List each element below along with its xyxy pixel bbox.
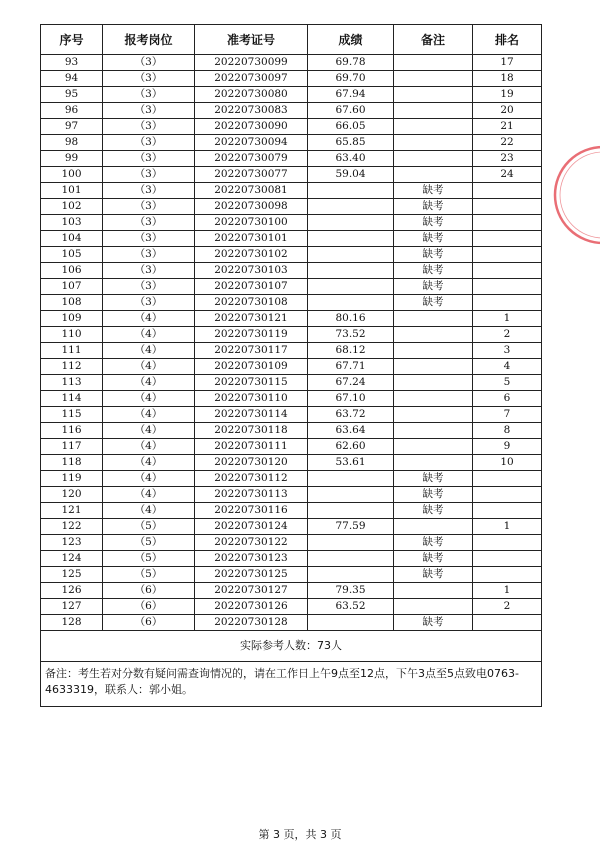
cell-post: （3） (103, 151, 195, 167)
cell-note (394, 311, 473, 327)
cell-ticket: 20220730115 (195, 375, 308, 391)
cell-rank (473, 231, 542, 247)
cell-post: （3） (103, 295, 195, 311)
cell-post: （4） (103, 439, 195, 455)
cell-ticket: 20220730113 (195, 487, 308, 503)
cell-seq: 108 (41, 295, 103, 311)
cell-ticket: 20220730123 (195, 551, 308, 567)
cell-score (308, 295, 394, 311)
cell-score (308, 487, 394, 503)
cell-post: （4） (103, 471, 195, 487)
cell-ticket: 20220730101 (195, 231, 308, 247)
cell-note (394, 391, 473, 407)
cell-note (394, 439, 473, 455)
cell-rank: 20 (473, 103, 542, 119)
cell-post: （4） (103, 487, 195, 503)
cell-post: （5） (103, 519, 195, 535)
cell-note (394, 135, 473, 151)
cell-seq: 98 (41, 135, 103, 151)
cell-seq: 118 (41, 455, 103, 471)
cell-seq: 116 (41, 423, 103, 439)
table-row (41, 263, 542, 279)
table-row (41, 231, 542, 247)
cell-ticket: 20220730111 (195, 439, 308, 455)
cell-score: 67.71 (308, 359, 394, 375)
cell-post: （3） (103, 87, 195, 103)
cell-ticket: 20220730083 (195, 103, 308, 119)
cell-post: （6） (103, 583, 195, 599)
cell-ticket: 20220730109 (195, 359, 308, 375)
header-post: 报考岗位 (103, 25, 195, 55)
cell-ticket: 20220730117 (195, 343, 308, 359)
cell-seq: 100 (41, 167, 103, 183)
cell-rank: 24 (473, 167, 542, 183)
cell-score (308, 551, 394, 567)
cell-score (308, 231, 394, 247)
cell-rank: 3 (473, 343, 542, 359)
table-row (41, 151, 542, 167)
cell-ticket: 20220730121 (195, 311, 308, 327)
cell-note (394, 71, 473, 87)
cell-note (394, 423, 473, 439)
cell-rank: 17 (473, 55, 542, 71)
cell-score (308, 183, 394, 199)
cell-note: 缺考 (394, 199, 473, 215)
table-row (41, 199, 542, 215)
cell-post: （3） (103, 135, 195, 151)
cell-ticket: 20220730112 (195, 471, 308, 487)
cell-note (394, 151, 473, 167)
cell-post: （3） (103, 71, 195, 87)
cell-post: （5） (103, 567, 195, 583)
cell-score: 66.05 (308, 119, 394, 135)
cell-note: 缺考 (394, 279, 473, 295)
table-row (41, 551, 542, 567)
cell-note (394, 103, 473, 119)
cell-post: （3） (103, 167, 195, 183)
cell-seq: 94 (41, 71, 103, 87)
cell-score: 63.72 (308, 407, 394, 423)
cell-post: （4） (103, 375, 195, 391)
cell-rank: 21 (473, 119, 542, 135)
cell-rank: 2 (473, 327, 542, 343)
cell-seq: 128 (41, 615, 103, 631)
cell-note (394, 599, 473, 615)
cell-post: （5） (103, 535, 195, 551)
cell-post: （4） (103, 343, 195, 359)
cell-rank (473, 567, 542, 583)
cell-seq: 106 (41, 263, 103, 279)
cell-ticket: 20220730077 (195, 167, 308, 183)
cell-score: 67.94 (308, 87, 394, 103)
cell-score: 63.40 (308, 151, 394, 167)
cell-note: 缺考 (394, 215, 473, 231)
cell-rank: 1 (473, 583, 542, 599)
cell-seq: 121 (41, 503, 103, 519)
cell-score (308, 247, 394, 263)
cell-ticket: 20220730099 (195, 55, 308, 71)
cell-note: 缺考 (394, 263, 473, 279)
remark-row (41, 662, 542, 707)
cell-note (394, 167, 473, 183)
cell-note: 缺考 (394, 551, 473, 567)
header-ticket: 准考证号 (195, 25, 308, 55)
cell-seq: 113 (41, 375, 103, 391)
table-row (41, 487, 542, 503)
table-row (41, 503, 542, 519)
header-score: 成绩 (308, 25, 394, 55)
cell-seq: 105 (41, 247, 103, 263)
cell-post: （3） (103, 279, 195, 295)
cell-post: （5） (103, 551, 195, 567)
table-row (41, 519, 542, 535)
cell-rank (473, 503, 542, 519)
cell-rank: 6 (473, 391, 542, 407)
cell-score (308, 199, 394, 215)
cell-score: 59.04 (308, 167, 394, 183)
cell-note (394, 55, 473, 71)
cell-ticket: 20220730118 (195, 423, 308, 439)
cell-score: 67.60 (308, 103, 394, 119)
cell-rank (473, 551, 542, 567)
cell-note: 缺考 (394, 487, 473, 503)
cell-seq: 103 (41, 215, 103, 231)
cell-post: （4） (103, 327, 195, 343)
cell-ticket: 20220730094 (195, 135, 308, 151)
cell-ticket: 20220730080 (195, 87, 308, 103)
table-row (41, 135, 542, 151)
cell-ticket: 20220730125 (195, 567, 308, 583)
cell-seq: 111 (41, 343, 103, 359)
cell-note: 缺考 (394, 471, 473, 487)
cell-ticket: 20220730102 (195, 247, 308, 263)
cell-ticket: 20220730107 (195, 279, 308, 295)
table-row (41, 599, 542, 615)
cell-post: （3） (103, 215, 195, 231)
cell-score (308, 263, 394, 279)
table-row (41, 119, 542, 135)
cell-rank: 2 (473, 599, 542, 615)
cell-rank: 19 (473, 87, 542, 103)
cell-seq: 97 (41, 119, 103, 135)
cell-score: 67.24 (308, 375, 394, 391)
table-row (41, 167, 542, 183)
cell-rank: 4 (473, 359, 542, 375)
table-row (41, 471, 542, 487)
cell-post: （3） (103, 55, 195, 71)
cell-post: （4） (103, 423, 195, 439)
cell-note (394, 119, 473, 135)
cell-note: 缺考 (394, 247, 473, 263)
table-row (41, 343, 542, 359)
cell-note (394, 375, 473, 391)
cell-post: （4） (103, 503, 195, 519)
cell-ticket: 20220730119 (195, 327, 308, 343)
cell-rank: 18 (473, 71, 542, 87)
table-row (41, 359, 542, 375)
cell-post: （4） (103, 311, 195, 327)
table-row (41, 455, 542, 471)
cell-ticket: 20220730114 (195, 407, 308, 423)
cell-post: （3） (103, 183, 195, 199)
cell-score: 63.64 (308, 423, 394, 439)
total-row (41, 631, 542, 662)
cell-ticket: 20220730128 (195, 615, 308, 631)
table-row (41, 55, 542, 71)
cell-post: （4） (103, 391, 195, 407)
cell-seq: 101 (41, 183, 103, 199)
table-row (41, 615, 542, 631)
table-row (41, 247, 542, 263)
cell-rank (473, 487, 542, 503)
header-rank: 排名 (473, 25, 542, 55)
cell-ticket: 20220730103 (195, 263, 308, 279)
cell-rank (473, 263, 542, 279)
cell-rank (473, 279, 542, 295)
cell-note (394, 407, 473, 423)
cell-seq: 123 (41, 535, 103, 551)
cell-seq: 125 (41, 567, 103, 583)
cell-ticket: 20220730098 (195, 199, 308, 215)
table-row (41, 423, 542, 439)
table-row (41, 87, 542, 103)
cell-note (394, 327, 473, 343)
score-table (40, 24, 542, 707)
table-row (41, 215, 542, 231)
cell-score: 63.52 (308, 599, 394, 615)
cell-seq: 127 (41, 599, 103, 615)
cell-note (394, 343, 473, 359)
cell-ticket: 20220730126 (195, 599, 308, 615)
cell-score: 73.52 (308, 327, 394, 343)
cell-seq: 96 (41, 103, 103, 119)
cell-seq: 124 (41, 551, 103, 567)
cell-post: （3） (103, 199, 195, 215)
cell-post: （4） (103, 455, 195, 471)
cell-seq: 126 (41, 583, 103, 599)
header-note: 备注 (394, 25, 473, 55)
seal-ring (555, 147, 600, 243)
cell-rank (473, 615, 542, 631)
cell-seq: 102 (41, 199, 103, 215)
cell-rank (473, 535, 542, 551)
cell-seq: 104 (41, 231, 103, 247)
table-row (41, 439, 542, 455)
cell-ticket: 20220730097 (195, 71, 308, 87)
table-row (41, 71, 542, 87)
cell-rank: 5 (473, 375, 542, 391)
cell-seq: 107 (41, 279, 103, 295)
cell-post: （4） (103, 407, 195, 423)
cell-ticket: 20220730108 (195, 295, 308, 311)
cell-ticket: 20220730110 (195, 391, 308, 407)
table-row (41, 279, 542, 295)
cell-ticket: 20220730100 (195, 215, 308, 231)
cell-rank: 22 (473, 135, 542, 151)
cell-score: 69.70 (308, 71, 394, 87)
cell-rank: 1 (473, 311, 542, 327)
cell-post: （6） (103, 599, 195, 615)
cell-score: 65.85 (308, 135, 394, 151)
cell-note (394, 359, 473, 375)
table-row (41, 327, 542, 343)
cell-note: 缺考 (394, 295, 473, 311)
cell-seq: 109 (41, 311, 103, 327)
cell-note: 缺考 (394, 567, 473, 583)
cell-note: 缺考 (394, 503, 473, 519)
cell-rank: 23 (473, 151, 542, 167)
total-participants: 实际参考人数：73人 (41, 631, 542, 662)
cell-note (394, 519, 473, 535)
table-row (41, 375, 542, 391)
cell-post: （4） (103, 359, 195, 375)
table-row (41, 183, 542, 199)
cell-score: 67.10 (308, 391, 394, 407)
cell-rank (473, 247, 542, 263)
cell-post: （3） (103, 231, 195, 247)
cell-post: （3） (103, 119, 195, 135)
header-row (41, 25, 542, 55)
cell-ticket: 20220730090 (195, 119, 308, 135)
cell-rank: 9 (473, 439, 542, 455)
header-seq: 序号 (41, 25, 103, 55)
table-row (41, 103, 542, 119)
cell-ticket: 20220730127 (195, 583, 308, 599)
cell-rank: 10 (473, 455, 542, 471)
cell-score: 53.61 (308, 455, 394, 471)
table-row (41, 311, 542, 327)
table-row (41, 391, 542, 407)
cell-score (308, 503, 394, 519)
remark-note: 备注：考生若对分数有疑问需查询情况的，请在工作日上午9点至12点，下午3点至5点致电0763-4633319，联系人：郭小姐。 (41, 662, 542, 707)
cell-seq: 110 (41, 327, 103, 343)
cell-rank: 1 (473, 519, 542, 535)
cell-note (394, 87, 473, 103)
cell-post: （3） (103, 263, 195, 279)
cell-rank: 7 (473, 407, 542, 423)
cell-score (308, 279, 394, 295)
cell-note (394, 455, 473, 471)
cell-rank (473, 199, 542, 215)
cell-seq: 99 (41, 151, 103, 167)
table-row (41, 407, 542, 423)
cell-ticket: 20220730122 (195, 535, 308, 551)
cell-score (308, 215, 394, 231)
cell-seq: 112 (41, 359, 103, 375)
cell-seq: 122 (41, 519, 103, 535)
cell-score: 69.78 (308, 55, 394, 71)
cell-seq: 114 (41, 391, 103, 407)
official-seal-stamp (548, 140, 600, 250)
cell-score (308, 567, 394, 583)
table-row (41, 535, 542, 551)
cell-score: 79.35 (308, 583, 394, 599)
cell-ticket: 20220730081 (195, 183, 308, 199)
cell-ticket: 20220730124 (195, 519, 308, 535)
cell-score (308, 471, 394, 487)
cell-ticket: 20220730120 (195, 455, 308, 471)
cell-score: 62.60 (308, 439, 394, 455)
cell-rank (473, 215, 542, 231)
cell-seq: 119 (41, 471, 103, 487)
cell-post: （6） (103, 615, 195, 631)
cell-seq: 95 (41, 87, 103, 103)
cell-rank: 8 (473, 423, 542, 439)
cell-score: 77.59 (308, 519, 394, 535)
table-row (41, 567, 542, 583)
cell-seq: 93 (41, 55, 103, 71)
table-row (41, 295, 542, 311)
cell-note: 缺考 (394, 231, 473, 247)
cell-note: 缺考 (394, 535, 473, 551)
cell-note (394, 583, 473, 599)
cell-score (308, 535, 394, 551)
cell-rank (473, 295, 542, 311)
cell-post: （3） (103, 103, 195, 119)
cell-rank (473, 471, 542, 487)
cell-score: 68.12 (308, 343, 394, 359)
cell-score (308, 615, 394, 631)
cell-ticket: 20220730079 (195, 151, 308, 167)
cell-seq: 115 (41, 407, 103, 423)
cell-post: （3） (103, 247, 195, 263)
cell-note: 缺考 (394, 183, 473, 199)
table-row (41, 583, 542, 599)
page-footer: 第 3 页，共 3 页 (258, 828, 342, 841)
cell-ticket: 20220730116 (195, 503, 308, 519)
cell-score: 80.16 (308, 311, 394, 327)
cell-note: 缺考 (394, 615, 473, 631)
cell-seq: 120 (41, 487, 103, 503)
cell-seq: 117 (41, 439, 103, 455)
cell-rank (473, 183, 542, 199)
